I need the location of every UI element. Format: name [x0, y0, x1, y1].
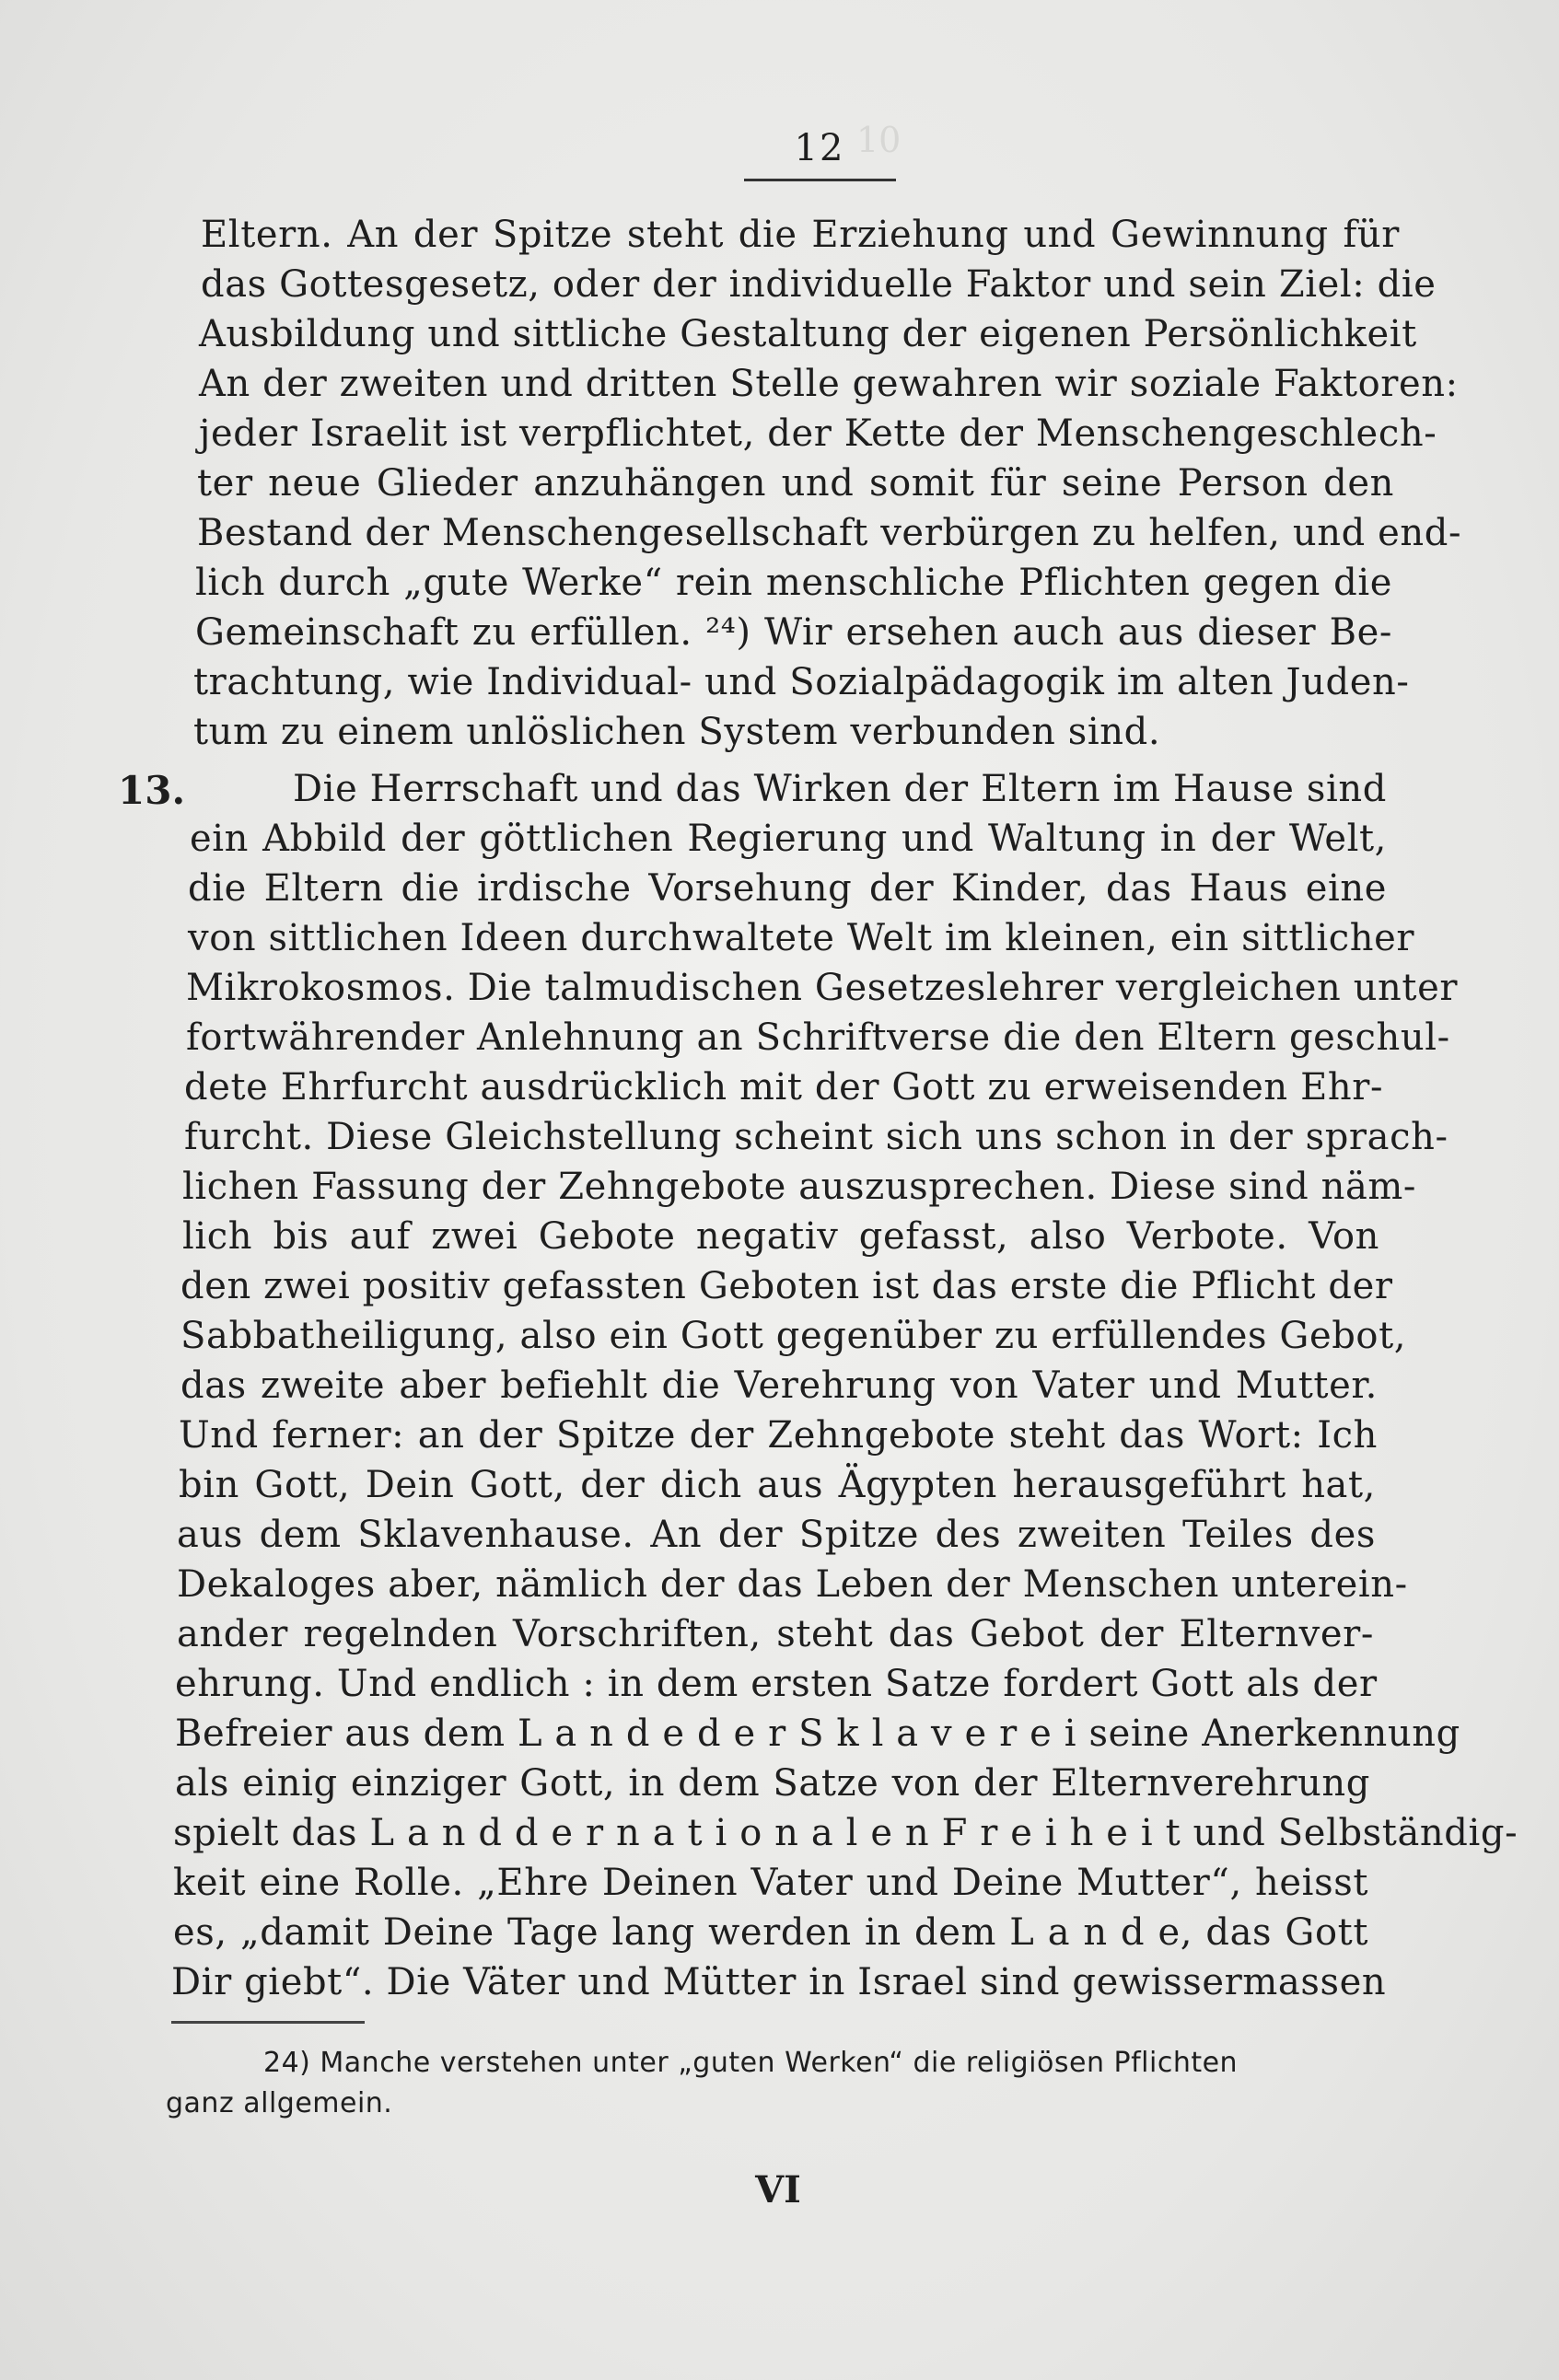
text-line: fortwährender Anlehnung an Schriftverse die den Eltern geschul-: [186, 1016, 1450, 1059]
text-line: Befreier aus dem L a n d e d e r S k l a v e r e i seine Anerkennung: [175, 1712, 1460, 1755]
footnote-line: 24) Manche verstehen unter „guten Werken“ die religiösen Pflichten: [263, 2047, 1239, 2079]
text-line: dete Ehrfurcht ausdrücklich mit der Gott zu erweisenden Ehr-: [184, 1066, 1384, 1109]
text-line: Dir giebt“. Die Väter und Mütter in Israel sind gewissermassen: [171, 1961, 1387, 2003]
text-line: Eltern. An der Spitze steht die Erziehung und Gewinnung für: [201, 214, 1400, 256]
text-line: keit eine Rolle. „Ehre Deinen Vater und Deine Mutter“, heisst: [173, 1862, 1368, 1904]
text-line: bin Gott, Dein Gott, der dich aus Ägypten herausgeführt hat,: [179, 1464, 1376, 1506]
page-number: 12: [794, 127, 845, 169]
text-line: ein Abbild der göttlichen Regierung und Waltung in der Welt,: [190, 818, 1387, 860]
text-line: spielt das L a n d d e r n a t i o n a l e n F r e i h e i t und Selbständig-: [173, 1812, 1518, 1854]
signature-mark: VI: [755, 2168, 801, 2212]
text-line: von sittlichen Ideen durchwaltete Welt im kleinen, ein sittlicher: [188, 917, 1415, 959]
text-line: An der zweiten und dritten Stelle gewahren wir soziale Faktoren:: [199, 363, 1459, 405]
text-line: das Gottesgesetz, oder der individuelle Faktor und sein Ziel: die: [201, 263, 1437, 306]
text-line: trachtung, wie Individual- und Sozialpädagogik im alten Juden-: [193, 661, 1410, 703]
text-line: die Eltern die irdische Vorsehung der Kinder, das Haus eine: [188, 867, 1387, 910]
text-line: lichen Fassung der Zehngebote auszusprechen. Diese sind näm-: [182, 1166, 1417, 1208]
text-line: lich bis auf zwei Gebote negativ gefasst, also Verbote. Von: [182, 1215, 1379, 1258]
paragraph-number: 13.: [118, 768, 186, 813]
text-line: Die Herrschaft und das Wirken der Eltern im Hause sind: [293, 768, 1387, 810]
text-line: Gemeinschaft zu erfüllen. ²⁴) Wir ersehen auch aus dieser Be-: [195, 611, 1392, 654]
header-rule: [744, 179, 896, 181]
text-line: das zweite aber befiehlt die Verehrung von Vater und Mutter.: [180, 1364, 1378, 1407]
text-line: lich durch „gute Werke“ rein menschliche Pflichten gegen die: [195, 562, 1392, 604]
text-line: ander regelnden Vorschriften, steht das Gebot der Elternver-: [177, 1613, 1374, 1655]
text-line: Ausbildung und sittliche Gestaltung der eigenen Persönlichkeit: [199, 313, 1417, 355]
text-line: Sabbatheiligung, also ein Gott gegenüber zu erfüllendes Gebot,: [180, 1315, 1407, 1357]
text-line: Dekaloges aber, nämlich der das Leben der Menschen unterein-: [177, 1563, 1408, 1606]
text-line: als einig einziger Gott, in dem Satze von der Elternverehrung: [175, 1762, 1370, 1805]
text-line: aus dem Sklavenhause. An der Spitze des zweiten Teiles des: [177, 1514, 1376, 1556]
text-line: Bestand der Menschengesellschaft verbürgen zu helfen, und end-: [197, 512, 1462, 554]
footnote-rule: [171, 2021, 365, 2024]
text-line: Und ferner: an der Spitze der Zehngebote steht das Wort: Ich: [179, 1414, 1378, 1457]
text-line: jeder Israelit ist verpflichtet, der Kette der Menschengeschlech-: [199, 412, 1437, 455]
text-line: furcht. Diese Gleichstellung scheint sich uns schon in der sprach-: [184, 1116, 1448, 1158]
text-line: tum zu einem unlöslichen System verbunden sind.: [193, 711, 1161, 753]
footnote-line: ganz allgemein.: [166, 2087, 393, 2119]
text-line: es, „damit Deine Tage lang werden in dem L a n d e, das Gott: [173, 1911, 1368, 1954]
text-line: ter neue Glieder anzuhängen und somit für seine Person den: [197, 462, 1394, 505]
show-through-text: 10: [856, 120, 902, 160]
text-line: ehrung. Und endlich : in dem ersten Satze fordert Gott als der: [175, 1663, 1378, 1705]
text-line: den zwei positiv gefassten Geboten ist das erste die Pflicht der: [180, 1265, 1393, 1307]
text-line: Mikrokosmos. Die talmudischen Gesetzeslehrer vergleichen unter: [186, 967, 1459, 1009]
